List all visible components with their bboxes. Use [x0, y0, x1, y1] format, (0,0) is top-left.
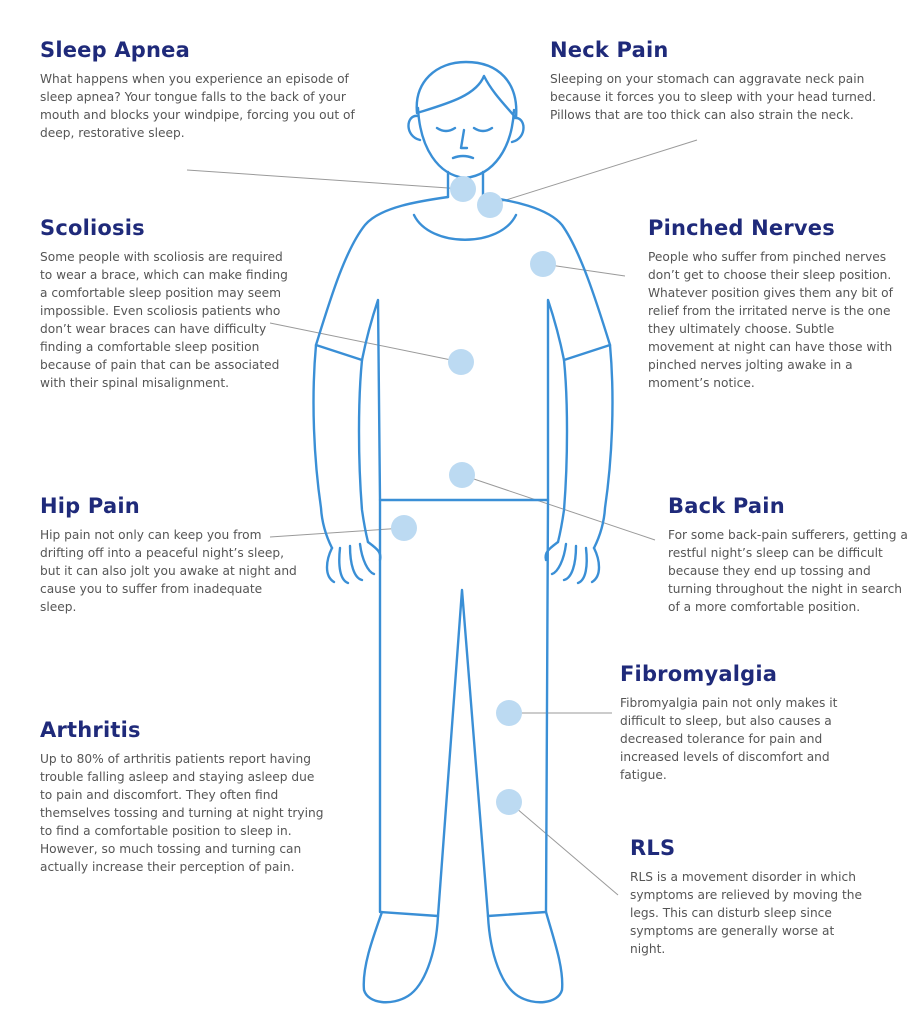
- spot-fibromyalgia: [496, 700, 522, 726]
- arthritis-block: [40, 718, 330, 876]
- hip-pain-text: Hip pain not only can keep you from drifting off into a peaceful night’s sleep, but it can also jolt you awake at night and cause you to suffer from inadequate sleep.: [40, 528, 297, 614]
- back-pain-title: Back Pain: [668, 494, 785, 518]
- spot-neck-pain: [477, 192, 503, 218]
- fibromyalgia-block: [620, 662, 850, 784]
- spot-sleep-apnea: [450, 176, 476, 202]
- left-eye: [437, 128, 455, 131]
- back-pain-block: [668, 494, 908, 616]
- scoliosis-title: Scoliosis: [40, 216, 145, 240]
- nose: [461, 130, 467, 148]
- left-hand: [327, 542, 380, 583]
- left-foot: [364, 912, 438, 1002]
- rls-block: [630, 836, 872, 958]
- face-outline: [418, 108, 514, 178]
- right-hand: [546, 542, 599, 583]
- neck-pain-title: Neck Pain: [550, 38, 669, 62]
- pinched-nerves-text: People who suffer from pinched nerves don’t get to choose their sleep position. Whatever position gives them any bit of relief from the irritated nerve is the one they ultimately choose. Subtle movement at night can have those with pinched nerves jolting awake in a moment’s notice.: [648, 250, 893, 390]
- pinched-nerves-block: [648, 216, 900, 392]
- scoliosis-block: [40, 216, 298, 392]
- mouth: [453, 156, 473, 158]
- person-outline: [314, 62, 613, 1002]
- rls-title: RLS: [630, 836, 676, 860]
- sleep-apnea-text: What happens when you experience an episode of sleep apnea? Your tongue falls to the back of your mouth and blocks your windpipe, forcing you out of deep, restorative sleep.: [40, 72, 355, 140]
- spot-back-pain: [449, 462, 475, 488]
- leader-neck-pain: [490, 140, 697, 205]
- arthritis-text: Up to 80% of arthritis patients report having trouble falling asleep and staying asleep due to pain and discomfort. They often find themselves tossing and turning at night trying to find a comfortable position to sleep in. However, so much tossing and turning can actually increase their perception of pain.: [40, 752, 324, 874]
- left-arm: [314, 345, 332, 548]
- right-arm: [594, 345, 612, 548]
- hair-outline: [417, 62, 517, 118]
- spot-rls: [496, 789, 522, 815]
- neck-pain-block: [550, 38, 885, 124]
- leader-back-pain: [462, 475, 655, 540]
- spot-scoliosis: [448, 349, 474, 375]
- right-eye: [474, 128, 492, 131]
- sleep-apnea-title: Sleep Apnea: [40, 38, 190, 62]
- spot-pinched-nerves: [530, 251, 556, 277]
- sleep-apnea-block: [40, 38, 380, 142]
- scoliosis-text: Some people with scoliosis are required to wear a brace, which can make finding a comfortable sleep position may seem impossible. Even scoliosis patients who don’t wear braces can have difficulty finding a comfortable sleep position because of pain that can be associated with their spinal misalignment.: [40, 250, 288, 390]
- spot-hip-pain: [391, 515, 417, 541]
- shirt-collar: [414, 215, 516, 240]
- hip-pain-block: [40, 494, 300, 616]
- arthritis-title: Arthritis: [40, 718, 141, 742]
- neck-pain-text: Sleeping on your stomach can aggravate neck pain because it forces you to sleep with your head turned. Pillows that are too thick can also strain the neck.: [550, 72, 876, 122]
- back-pain-text: For some back-pain sufferers, getting a restful night’s sleep can be difficult because they end up tossing and turning throughout the night in search of a more comfortable position.: [668, 528, 908, 614]
- hip-pain-title: Hip Pain: [40, 494, 140, 518]
- right-foot: [488, 912, 562, 1002]
- leader-rls: [509, 802, 618, 895]
- left-arm-inner: [359, 360, 368, 542]
- right-arm-inner: [558, 360, 567, 542]
- leader-sleep-apnea: [187, 170, 463, 189]
- pants-outline: [380, 500, 548, 916]
- fibromyalgia-title: Fibromyalgia: [620, 662, 778, 686]
- rls-text: RLS is a movement disorder in which symptoms are relieved by moving the legs. This can disturb sleep since symptoms are generally worse at night.: [630, 870, 863, 956]
- pinched-nerves-title: Pinched Nerves: [648, 216, 835, 240]
- fibromyalgia-text: Fibromyalgia pain not only makes it difficult to sleep, but also causes a decreased tolerance for pain and increased levels of discomfort and fatigue.: [620, 696, 838, 782]
